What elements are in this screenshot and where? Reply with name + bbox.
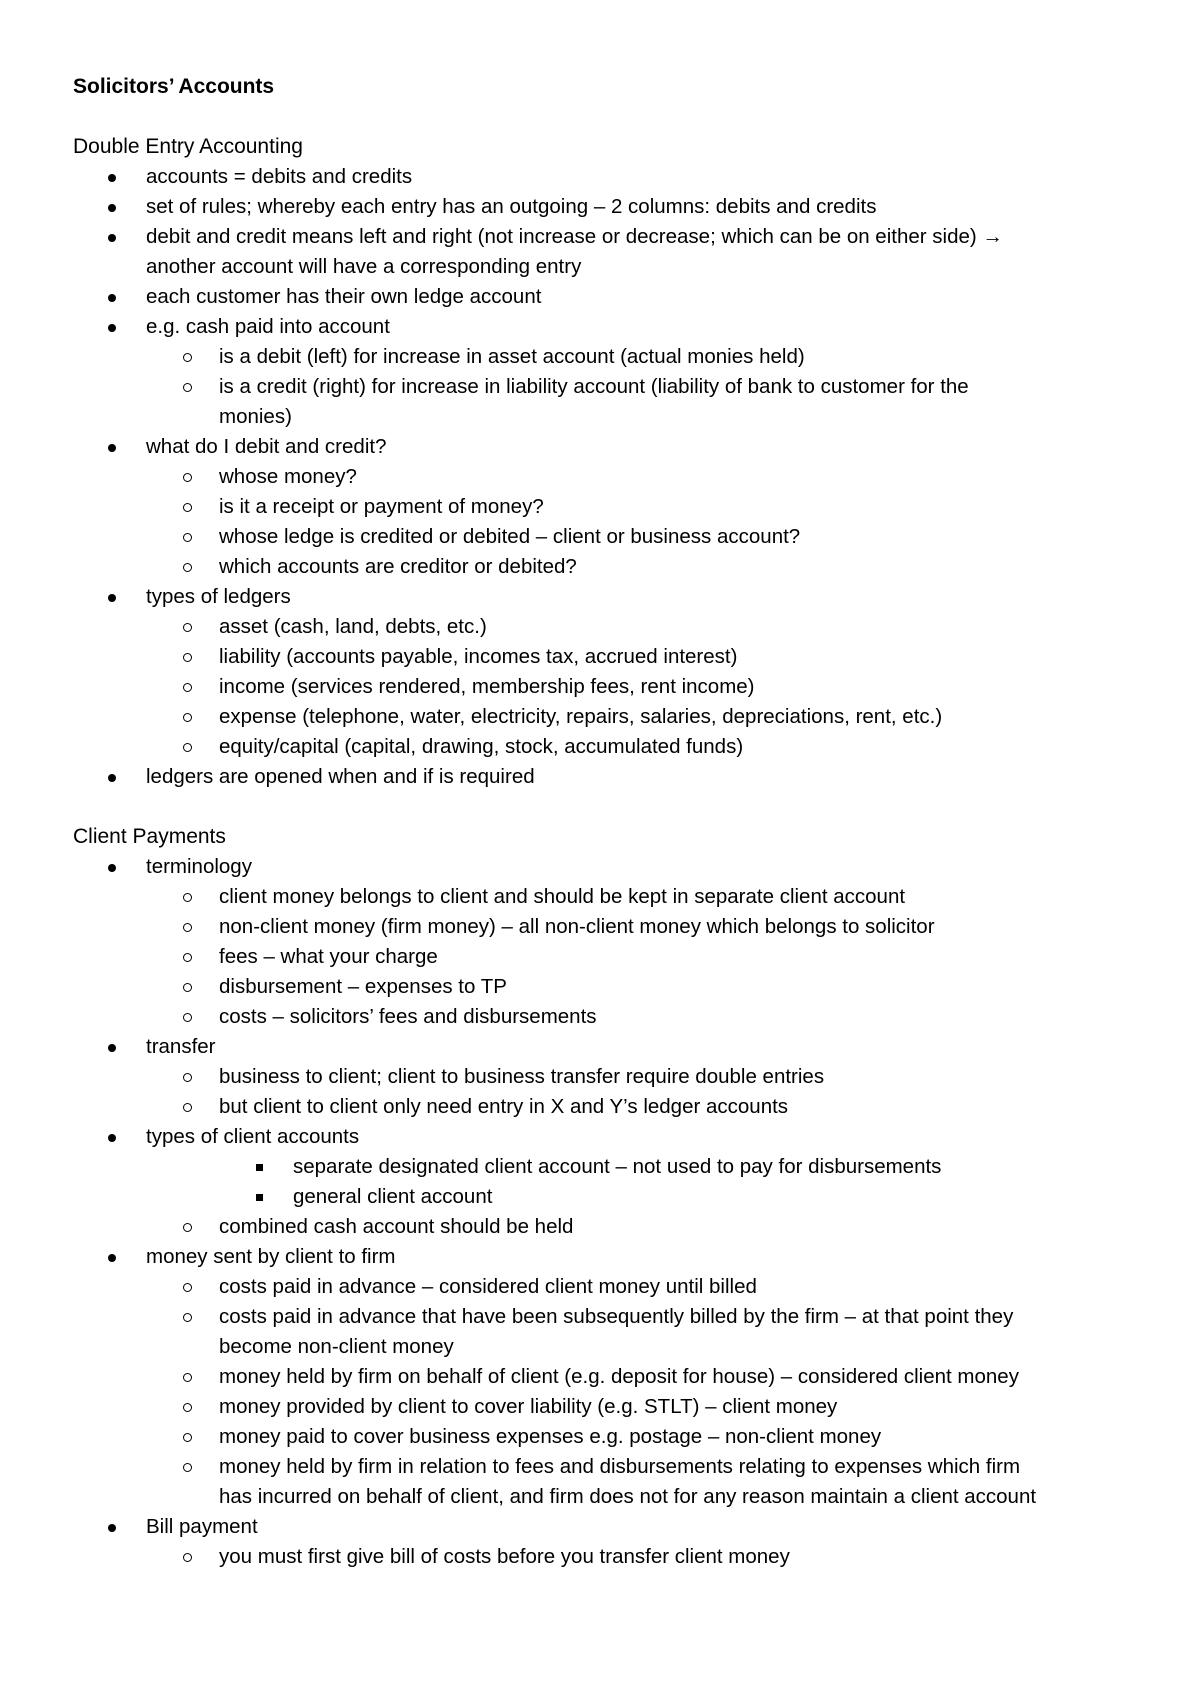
list-item: you must first give bill of costs before you transfer client money [219,1545,790,1568]
bullet-ring-icon [183,1002,192,1032]
bullet-ring-icon [183,492,192,522]
list-item: money held by firm in relation to fees and disbursements relating to expenses which firm [219,1455,1021,1478]
bullet-ring-icon [183,1362,192,1392]
bullet-dot-icon [108,762,116,792]
bullet-ring-icon [183,1272,192,1302]
bullet-dot-icon [108,1512,116,1542]
list-item: asset (cash, land, debts, etc.) [219,615,487,638]
bullet-dot-icon [108,192,116,222]
list-item-continuation: monies) [219,405,292,428]
list-item: costs paid in advance – considered client money until billed [219,1275,757,1298]
bullet-dot-icon [108,852,116,882]
list-item: is a credit (right) for increase in liability account (liability of bank to customer for the [219,375,969,398]
bullet-dot-icon [108,1122,116,1152]
list-item: is a debit (left) for increase in asset account (actual monies held) [219,345,805,368]
list-item: e.g. cash paid into account [146,315,390,338]
list-item: business to client; client to business transfer require double entries [219,1065,825,1088]
list-item: ledgers are opened when and if is required [146,765,535,788]
list-item: general client account [293,1185,493,1208]
bullet-dot-icon [108,162,116,192]
list-item: money paid to cover business expenses e.g. postage – non-client money [219,1425,882,1448]
list-item: types of client accounts [146,1125,360,1148]
list-item: transfer [146,1035,216,1058]
bullet-ring-icon [183,1212,192,1242]
list-item-continuation: another account will have a corresponding entry [146,255,582,278]
list-item: combined cash account should be held [219,1215,574,1238]
bullet-ring-icon [183,702,192,732]
list-item: costs paid in advance that have been subsequently billed by the firm – at that point they [219,1305,1014,1328]
bullet-ring-icon [183,1392,192,1422]
page-title: Solicitors’ Accounts [73,75,275,98]
list-item: costs – solicitors’ fees and disbursements [219,1005,597,1028]
bullet-ring-icon [183,462,192,492]
bullet-square-icon [256,1182,263,1212]
bullet-dot-icon [108,582,116,612]
bullet-ring-icon [183,1092,192,1122]
bullet-ring-icon [183,942,192,972]
bullet-ring-icon [183,912,192,942]
list-item: client money belongs to client and should be kept in separate client account [219,885,906,908]
bullet-ring-icon [183,1422,192,1452]
list-item-continuation: has incurred on behalf of client, and firm does not for any reason maintain a client account [219,1485,1037,1508]
bullet-dot-icon [108,1032,116,1062]
list-item: money held by firm on behalf of client (e.g. deposit for house) – considered client money [219,1365,1019,1388]
bullet-ring-icon [183,672,192,702]
list-item: types of ledgers [146,585,291,608]
list-item: separate designated client account – not used to pay for disbursements [293,1155,942,1178]
bullet-ring-icon [183,882,192,912]
bullet-ring-icon [183,552,192,582]
bullet-ring-icon [183,1302,192,1332]
section-heading-client-payments: Client Payments [73,825,226,848]
bullet-ring-icon [183,342,192,372]
list-item: money provided by client to cover liability (e.g. STLT) – client money [219,1395,838,1418]
bullet-ring-icon [183,1542,192,1572]
bullet-ring-icon [183,732,192,762]
list-item: expense (telephone, water, electricity, repairs, salaries, depreciations, rent, etc.) [219,705,943,728]
bullet-ring-icon [183,642,192,672]
list-item: whose ledge is credited or debited – client or business account? [219,525,801,548]
arrow-right-icon: → [982,225,1003,248]
list-item: fees – what your charge [219,945,438,968]
list-item: is it a receipt or payment of money? [219,495,544,518]
list-item: Bill payment [146,1515,258,1538]
bullet-ring-icon [183,1452,192,1482]
list-item: set of rules; whereby each entry has an outgoing – 2 columns: debits and credits [146,195,877,218]
list-item: non-client money (firm money) – all non-client money which belongs to solicitor [219,915,935,938]
bullet-dot-icon [108,222,116,252]
list-item-text: debit and credit means left and right (not increase or decrease; which can be on either side) [146,225,977,248]
list-item [146,222,1003,252]
bullet-dot-icon [108,1242,116,1272]
bullet-ring-icon [183,1062,192,1092]
bullet-ring-icon [183,372,192,402]
bullet-dot-icon [108,312,116,342]
list-item: liability (accounts payable, incomes tax, accrued interest) [219,645,738,668]
bullet-dot-icon [108,432,116,462]
bullet-dot-icon [108,282,116,312]
list-item: income (services rendered, membership fees, rent income) [219,675,755,698]
bullet-ring-icon [183,972,192,1002]
list-item: each customer has their own ledge account [146,285,542,308]
bullet-square-icon [256,1152,263,1182]
list-item: money sent by client to firm [146,1245,396,1268]
bullet-ring-icon [183,522,192,552]
list-item: equity/capital (capital, drawing, stock, accumulated funds) [219,735,744,758]
list-item: whose money? [219,465,357,488]
list-item: disbursement – expenses to TP [219,975,507,998]
list-item-continuation: become non-client money [219,1335,454,1358]
list-item: but client to client only need entry in X and Y’s ledger accounts [219,1095,789,1118]
list-item: accounts = debits and credits [146,165,413,188]
bullet-ring-icon [183,612,192,642]
list-item: what do I debit and credit? [146,435,387,458]
list-item: terminology [146,855,252,878]
list-item: which accounts are creditor or debited? [219,555,577,578]
section-heading-double-entry: Double Entry Accounting [73,135,303,158]
